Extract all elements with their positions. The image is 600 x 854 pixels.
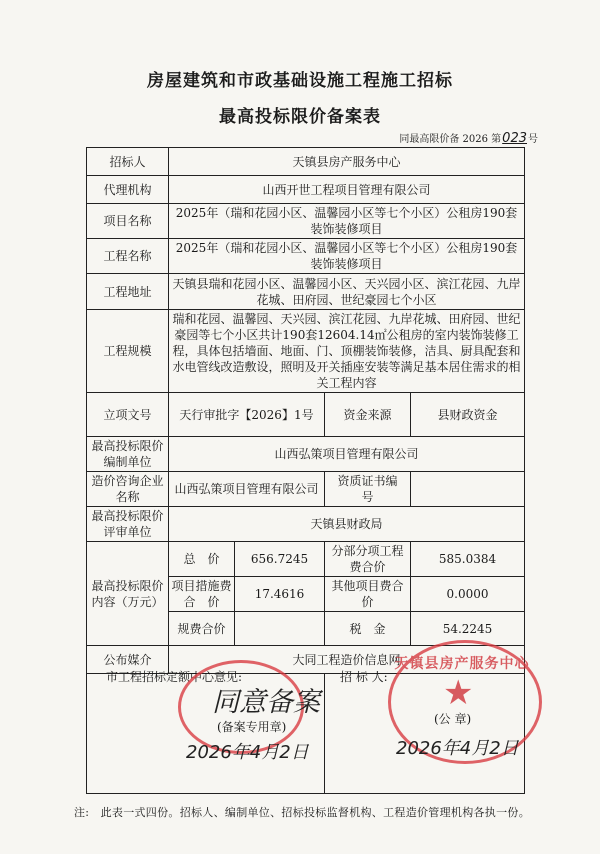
cert-value xyxy=(411,472,525,507)
table-row xyxy=(87,393,525,437)
address-value: 天镇县瑞和花园小区、温馨园小区、天兴园小区、滨江花园、九岸花城、田府园、世纪豪园七个小区 xyxy=(169,274,525,310)
document-title: 房屋建筑和市政基础设施工程施工招标 xyxy=(147,71,453,91)
address-label: 工程地址 xyxy=(87,274,169,310)
media-value: 大同工程造价信息网 xyxy=(169,646,525,674)
review-unit-value: 天镇县财政局 xyxy=(169,507,525,542)
table-row xyxy=(87,274,525,310)
project-name-value: 2025年（瑞和花园小区、温馨园小区等七个小区）公租房190套装饰装修项目 xyxy=(169,204,525,239)
record-number: 023 xyxy=(502,131,527,146)
other-label: 其他项目费合价 xyxy=(325,577,411,612)
fees-value xyxy=(235,612,325,646)
opinion-date: 2026年4月2日 xyxy=(186,742,309,763)
measures-label: 项目措施费合 价 xyxy=(169,577,235,612)
review-unit-label: 最高投标限价评审单位 xyxy=(87,507,169,542)
consult-label: 造价咨询企业名称 xyxy=(87,472,169,507)
total-value: 656.7245 xyxy=(235,542,325,577)
table-row xyxy=(87,204,525,239)
tenderer-sign-date: 2026年4月2日 xyxy=(396,738,519,759)
fund-source-value: 县财政资金 xyxy=(411,393,525,437)
table-row xyxy=(87,176,525,204)
fees-label: 规费合价 xyxy=(169,612,235,646)
record-suffix: 号 xyxy=(528,134,538,145)
engineering-name-value: 2025年（瑞和花园小区、温馨园小区等七个小区）公租房190套装饰装修项目 xyxy=(169,239,525,274)
agency-value: 山西开世工程项目管理有限公司 xyxy=(169,176,525,204)
tenderer-label: 招标人 xyxy=(87,148,169,176)
table-row xyxy=(87,239,525,274)
table-row xyxy=(87,472,525,507)
tenderer-seal-text: 天镇县房产服务中心 xyxy=(394,656,530,672)
document-subtitle: 最高投标限价备案表 xyxy=(219,107,381,127)
tenderer-sign-label: 招 标 人: xyxy=(340,670,388,684)
prep-unit-label: 最高投标限价编制单位 xyxy=(87,437,169,472)
cert-label: 资质证书编 号 xyxy=(325,472,411,507)
table-row xyxy=(87,148,525,176)
total-label: 总 价 xyxy=(169,542,235,577)
measures-value: 17.4616 xyxy=(235,577,325,612)
scale-label: 工程规模 xyxy=(87,310,169,393)
content-label: 最高投标限价内容（万元） xyxy=(87,542,169,646)
scale-value: 瑞和花园、温馨园、天兴园、滨江花园、九岸花城、田府园、世纪豪园等七个小区共计190套12604.14㎡公租房的室内装饰装修工程，具体包括墙面、地面、门、顶棚装饰装修，洁具、厨具配套和水电管线改造敷设，照明及开关插座安装等满足基本居住需求的相关工程内容 xyxy=(169,310,525,393)
table-row xyxy=(87,542,525,577)
approval-value: 天行审批字【2026】1号 xyxy=(169,393,325,437)
other-value: 0.0000 xyxy=(411,577,525,612)
tax-value: 54.2245 xyxy=(411,612,525,646)
center-opinion-label: 市工程招标定额中心意见: xyxy=(106,670,243,684)
engineering-name-label: 工程名称 xyxy=(87,239,169,274)
consult-value: 山西弘策项目管理有限公司 xyxy=(169,472,325,507)
record-prefix: 同最高限价备 2026 第 xyxy=(399,134,502,145)
fund-source-label: 资金来源 xyxy=(325,393,411,437)
tax-label: 税 金 xyxy=(325,612,411,646)
record-number-line xyxy=(399,130,538,146)
subitem-value: 585.0384 xyxy=(411,542,525,577)
tenderer-value: 天镇县房产服务中心 xyxy=(169,148,525,176)
media-label: 公布媒介 xyxy=(87,646,169,674)
handwritten-opinion: 同意备案 xyxy=(212,687,320,718)
approval-label: 立项文号 xyxy=(87,393,169,437)
project-name-label: 项目名称 xyxy=(87,204,169,239)
prep-unit-value: 山西弘策项目管理有限公司 xyxy=(169,437,525,472)
seal-star-icon: ★ xyxy=(443,673,474,713)
subitem-label: 分部分项工程费合价 xyxy=(325,542,411,577)
table-row xyxy=(87,310,525,393)
agency-label: 代理机构 xyxy=(87,176,169,204)
table-row xyxy=(87,437,525,472)
footnote: 注: 此表一式四份。招标人、编制单位、招标投标监督机构、工程造价管理机构各执一份。 xyxy=(74,806,531,819)
tenderer-seal-caption: (公 章) xyxy=(434,712,472,726)
table-row xyxy=(87,507,525,542)
filing-seal-caption: (备案专用章) xyxy=(217,720,287,734)
